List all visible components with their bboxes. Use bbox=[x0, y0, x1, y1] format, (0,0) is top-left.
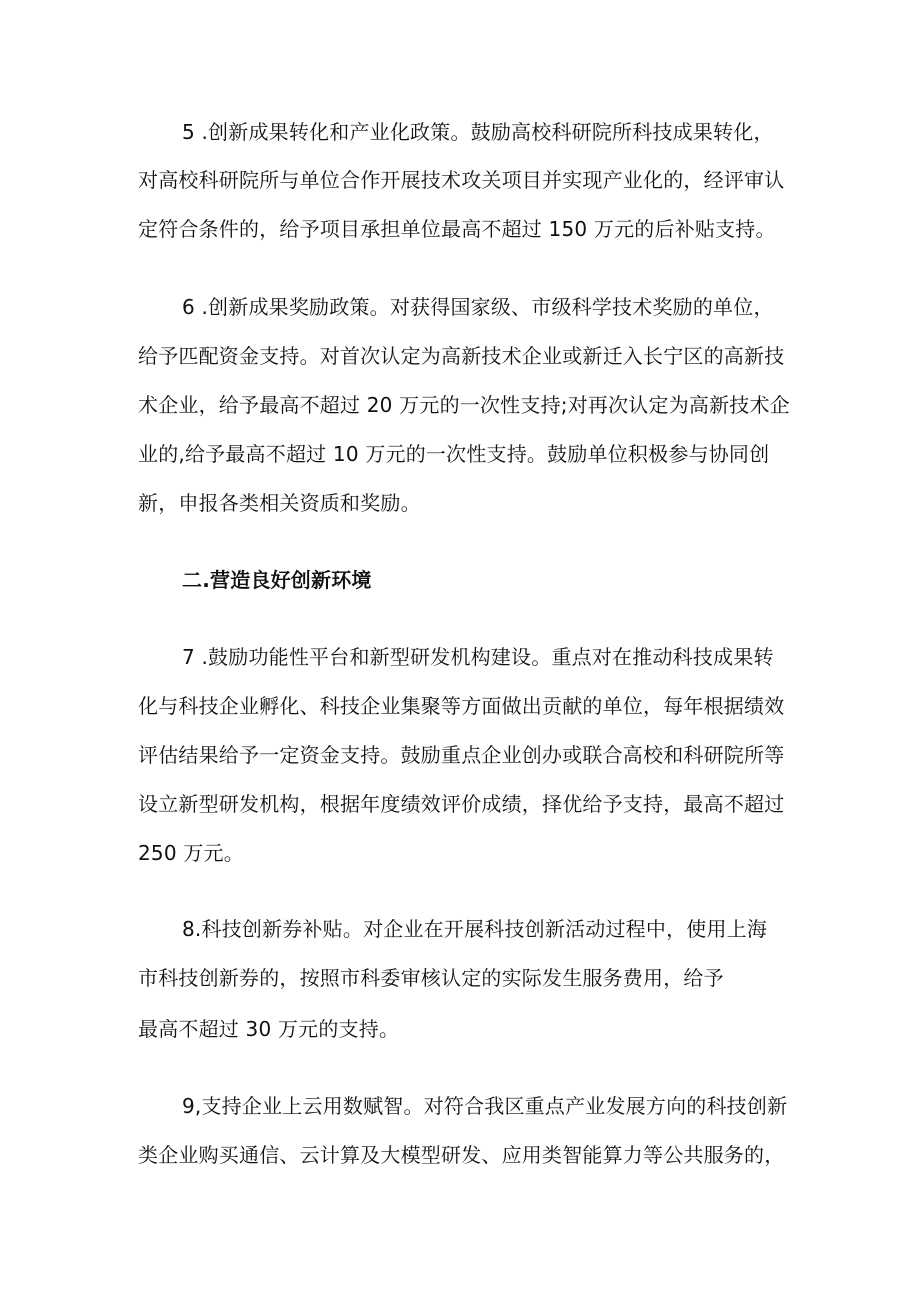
item-6-line-1: 6 .创新成果奖励政策。对获得国家级、市级科学技术奖励的单位， bbox=[182, 295, 774, 319]
item-9-line-1: 9,支持企业上云用数赋智。对符合我区重点产业发展方向的科技创新 bbox=[182, 1094, 788, 1118]
section-heading: 二.营造良好创新环境 bbox=[182, 568, 372, 592]
item-6-line-4: 业的,给予最高不超过 10 万元的一次性支持。鼓励单位积极参与协同创 bbox=[138, 442, 770, 466]
item-6-line-5: 新，申报各类相关资质和奖励。 bbox=[138, 491, 421, 515]
item-6-line-2: 给予匹配资金支持。对首次认定为高新技术企业或新迁入长宁区的高新技 bbox=[138, 344, 785, 368]
item-5-line-3: 定符合条件的，给予项目承担单位最高不超过 150 万元的后补贴支持。 bbox=[138, 217, 776, 241]
item-5-line-2: 对高校科研院所与单位合作开展技术攻关项目并实现产业化的，经评审认 bbox=[138, 168, 785, 192]
item-8-line-2: 市科技创新券的，按照市科委审核认定的实际发生服务费用，给予 bbox=[138, 966, 724, 990]
item-7-line-5: 250 万元。 bbox=[138, 841, 244, 865]
item-7-line-4: 设立新型研发机构，根据年度绩效评价成绩，择优给予支持，最高不超过 bbox=[138, 792, 785, 816]
item-7-line-3: 评估结果给予一定资金支持。鼓励重点企业创办或联合高校和科研院所等 bbox=[138, 743, 785, 767]
item-8-line-3: 最高不超过 30 万元的支持。 bbox=[138, 1017, 400, 1041]
item-7-line-2: 化与科技企业孵化、科技企业集聚等方面做出贡献的单位，每年根据绩效 bbox=[138, 694, 785, 718]
item-7-line-1: 7 .鼓励功能性平台和新型研发机构建设。重点对在推动科技成果转 bbox=[182, 645, 774, 669]
item-6-line-3: 术企业，给予最高不超过 20 万元的一次性支持;对再次认定为高新技术企 bbox=[138, 393, 790, 417]
item-8-line-1: 8.科技创新券补贴。对企业在开展科技创新活动过程中，使用上海 bbox=[182, 917, 768, 941]
item-5-line-1: 5 .创新成果转化和产业化政策。鼓励高校科研院所科技成果转化， bbox=[182, 120, 774, 144]
item-9-line-2: 类企业购买通信、云计算及大模型研发、应用类智能算力等公共服务的， bbox=[138, 1143, 785, 1167]
